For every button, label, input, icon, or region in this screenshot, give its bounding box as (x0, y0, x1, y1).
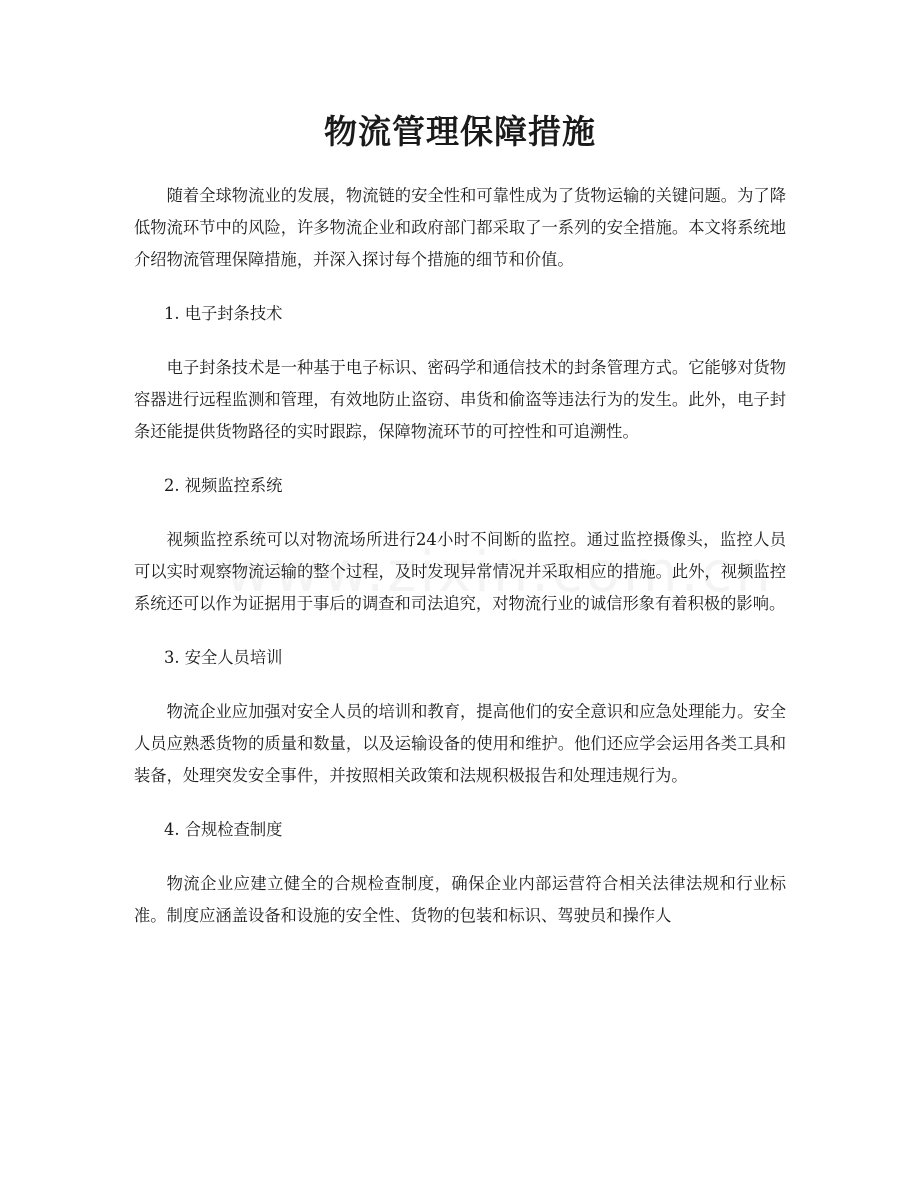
page-title: 物流管理保障措施 (324, 112, 596, 151)
section-heading-3: 3. 安全人员培训 (164, 648, 283, 667)
document-body (134, 180, 786, 932)
section-paragraph-4: 物流企业应建立健全的合规检查制度，确保企业内部运营符合相关法律法规和行业标准。制度应涵盖设备和设施的安全性、货物的包装和标识、驾驶员和操作人 (134, 874, 786, 925)
section-paragraph-3: 物流企业应加强对安全人员的培训和教育，提高他们的安全意识和应急处理能力。安全人员应熟悉货物的质量和数量，以及运输设备的使用和维护。他们还应学会运用各类工具和装备，处理突发安全事件，并按照相关政策和法规积极报告和处理违规行为。 (134, 702, 786, 785)
intro-paragraph: 随着全球物流业的发展，物流链的安全性和可靠性成为了货物运输的关键问题。为了降低物流环节中的风险，许多物流企业和政府部门都采取了一系列的安全措施。本文将系统地介绍物流管理保障措施，并深入探讨每个措施的细节和价值。 (134, 186, 786, 269)
section-heading-4: 4. 合规检查制度 (164, 820, 283, 839)
section-heading-2: 2. 视频监控系统 (164, 476, 283, 495)
section-paragraph-1: 电子封条技术是一种基于电子标识、密码学和通信技术的封条管理方式。它能够对货物容器进行远程监测和管理，有效地防止盗窃、串货和偷盗等违法行为的发生。此外，电子封条还能提供货物路径的实时跟踪，保障物流环节的可控性和可追溯性。 (134, 358, 786, 441)
section-heading-1: 1. 电子封条技术 (164, 304, 283, 323)
section-paragraph-2: 视频监控系统可以对物流场所进行24小时不间断的监控。通过监控摄像头，监控人员可以实时观察物流运输的整个过程，及时发现异常情况并采取相应的措施。此外，视频监控系统还可以作为证据用于事后的调查和司法追究，对物流行业的诚信形象有着积极的影响。 (134, 530, 786, 613)
